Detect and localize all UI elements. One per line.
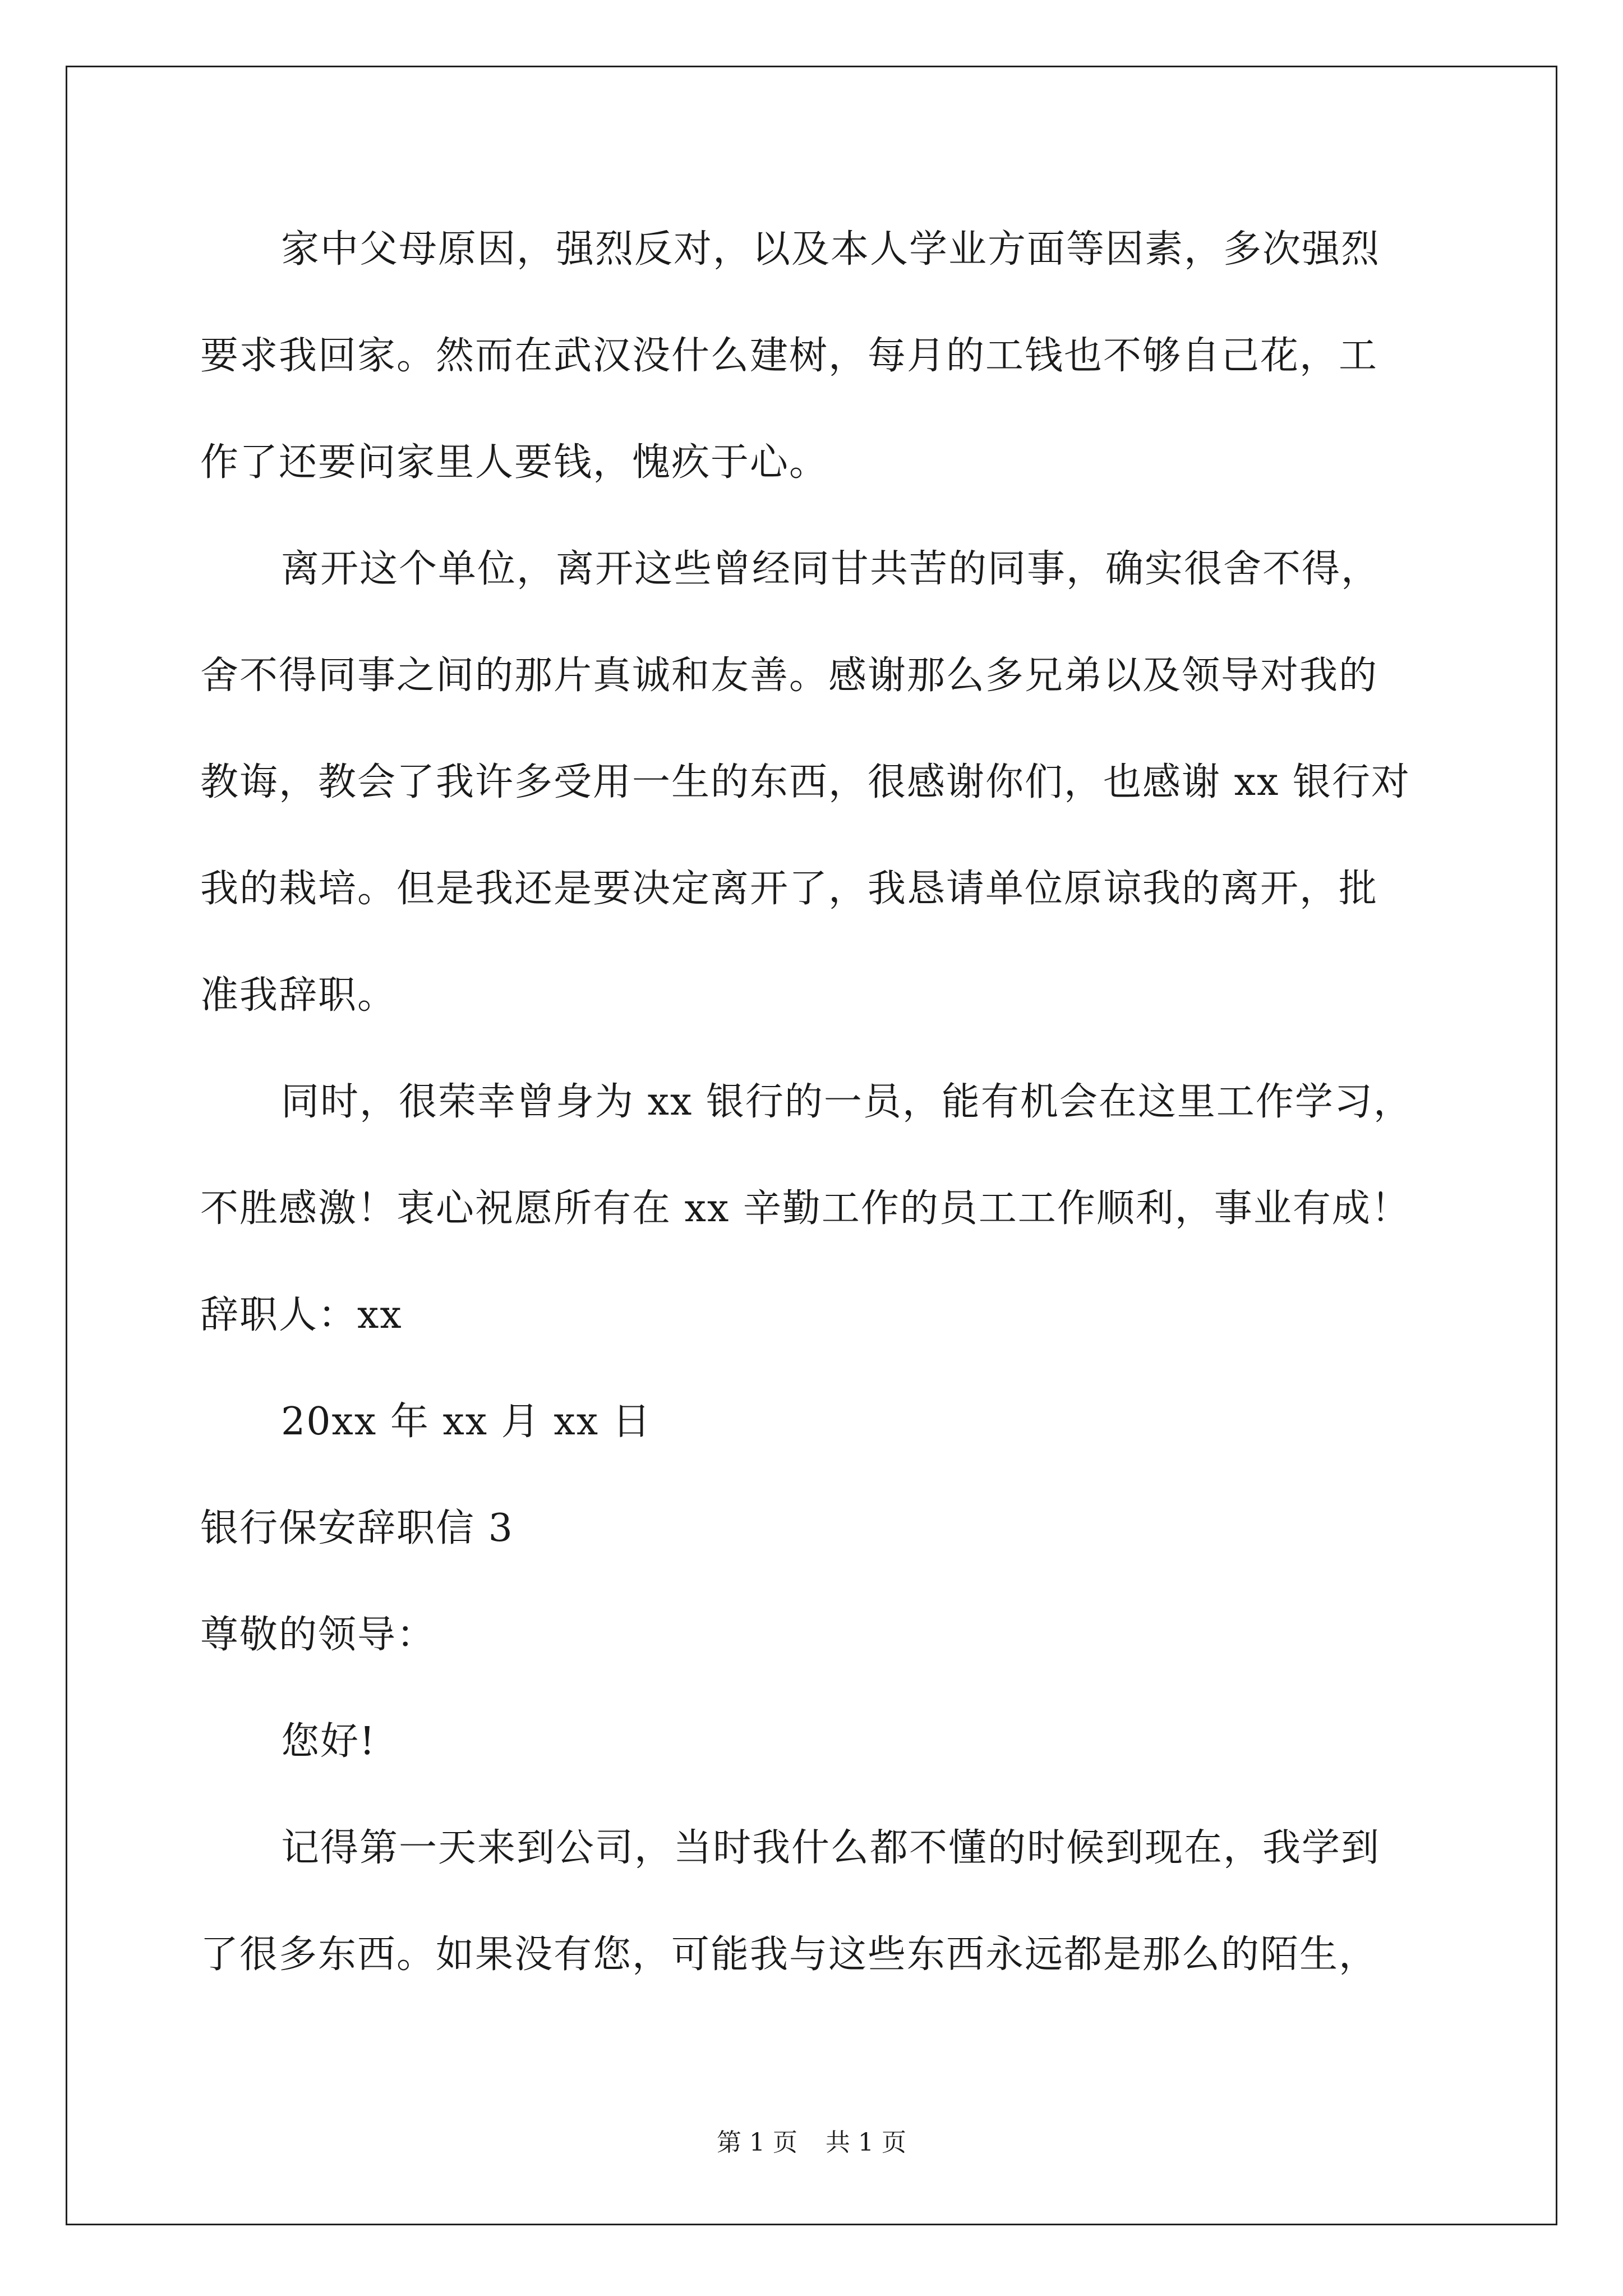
text-line: 作了还要问家里人要钱，愧疚于心。 xyxy=(200,440,829,485)
text-line: 舍不得同事之间的那片真诚和友善。感谢那么多兄弟以及领导对我的 xyxy=(200,654,1378,698)
text-line: 要求我回家。然而在武汉没什么建树，每月的工钱也不够自己花，工 xyxy=(200,334,1378,378)
text-line: 了很多东西。如果没有您，可能我与这些东西永远都是那么的陌生， xyxy=(200,1932,1378,1977)
page-total: 共 1 页 xyxy=(826,2128,906,2157)
salutation: 尊敬的领导： xyxy=(200,1613,436,1657)
text-line: 家中父母原因，强烈反对，以及本人学业方面等因素，多次强烈 xyxy=(281,227,1381,272)
text-line: 不胜感激！衷心祝愿所有在 xx 辛勤工作的员工工作顺利，事业有成！ xyxy=(200,1186,1410,1231)
page-number: 第 1 页 xyxy=(717,2128,797,2157)
text-line: 准我辞职。 xyxy=(200,973,397,1018)
page-footer xyxy=(0,2126,1623,2160)
text-line: 我的栽培。但是我还是要决定离开了，我恳请单位原谅我的离开，批 xyxy=(200,867,1378,911)
text-line: 教诲，教会了我许多受用一生的东西，很感谢你们，也感谢 xx 银行对 xyxy=(200,760,1410,804)
greeting: 您好! xyxy=(281,1719,376,1764)
section-title: 银行保安辞职信 3 xyxy=(200,1506,514,1550)
document-body xyxy=(200,219,1428,2031)
text-line: 同时，很荣幸曾身为 xx 银行的一员，能有机会在这里工作学习， xyxy=(281,1080,1413,1124)
text-line: 离开这个单位，离开这些曾经同甘共苦的同事，确实很舍不得， xyxy=(281,547,1381,591)
text-line: 记得第一天来到公司，当时我什么都不懂的时候到现在，我学到 xyxy=(281,1826,1381,1870)
signature-line: 辞职人：xx xyxy=(200,1293,403,1337)
date-line: 20xx 年 xx 月 xx 日 xyxy=(281,1400,652,1444)
